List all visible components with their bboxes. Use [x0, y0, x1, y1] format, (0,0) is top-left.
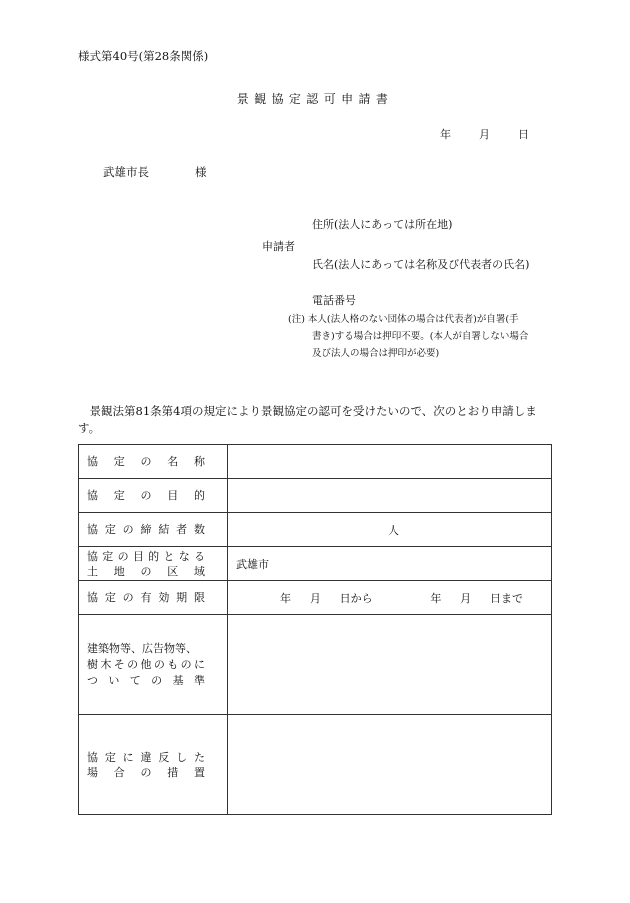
application-date [440, 126, 529, 142]
to-month: 月 [460, 591, 472, 605]
label-char: 協 [87, 549, 98, 563]
label-char: る [193, 549, 205, 563]
date-month: 月 [479, 128, 490, 141]
label-char: つ [87, 673, 98, 687]
label-char: 協 [87, 455, 98, 468]
label-char: い [108, 673, 120, 687]
seal-note-line-1: (注) 本人(法人格のない団体の場合は代表者)が自署(手 [288, 314, 519, 325]
applicant-label: 申請者 [262, 240, 295, 253]
table-row [79, 715, 552, 815]
validity-period-field[interactable] [228, 581, 552, 615]
justified-label [87, 657, 205, 673]
table-row [79, 513, 552, 547]
standards-label-line-1: 建築物等、広告物等、 [87, 641, 197, 655]
standards-label [79, 615, 228, 715]
justified-label [87, 522, 205, 537]
target-land-area-field[interactable]: 武雄市 [228, 547, 552, 581]
to-day: 日まで [489, 591, 523, 605]
label-char: 合 [113, 765, 125, 779]
standards-field[interactable] [228, 615, 552, 715]
label-char: の [122, 523, 134, 536]
addressee-honorific: 様 [195, 165, 207, 179]
justified-label [87, 454, 205, 469]
agreement-name-label [79, 445, 228, 479]
table-row [79, 547, 552, 581]
target-land-area-label [79, 547, 228, 581]
application-form-table [78, 444, 552, 815]
label-char: そ [113, 657, 125, 671]
application-statement: 景観法第81条第4項の規定により景観協定の認可を受けたいので、次のとおり申請します。 [78, 404, 537, 435]
table-row [79, 581, 552, 615]
label-char: 定 [104, 591, 116, 604]
label-char: 違 [140, 750, 152, 764]
label-char: の [122, 591, 134, 604]
label-char: の [117, 549, 129, 563]
document-title: 景観協定認可申請書 [236, 92, 394, 106]
label-char: 定 [113, 455, 125, 468]
validity-period-label [79, 581, 228, 615]
addressee [103, 164, 207, 180]
applicant-address-label: 住所(法人にあっては所在地) [312, 218, 453, 231]
label-char: 数 [193, 523, 205, 536]
label-char: 目 [132, 549, 144, 563]
justified-label [87, 765, 205, 780]
justified-label [87, 673, 205, 689]
justified-label [87, 488, 205, 503]
label-char: 的 [148, 549, 160, 563]
label-char: 協 [87, 523, 98, 536]
label-char: 効 [158, 591, 170, 604]
label-char: 反 [158, 750, 170, 764]
label-char: の [140, 489, 152, 502]
label-char: 定 [104, 523, 116, 536]
label-char: 結 [158, 523, 170, 536]
label-char: 目 [167, 489, 179, 502]
agreement-purpose-field[interactable] [228, 479, 552, 513]
label-char: の [127, 657, 139, 671]
label-char: 称 [194, 455, 205, 468]
label-char: 区 [167, 564, 179, 578]
label-char: 土 [87, 564, 98, 578]
label-char: 定 [102, 549, 114, 563]
justified-label [87, 549, 205, 564]
justified-label [87, 564, 205, 579]
label-char: の [140, 564, 152, 578]
label-char: 限 [193, 591, 205, 604]
label-char: 締 [140, 523, 152, 536]
to-year: 年 [430, 591, 442, 605]
justified-label [87, 750, 205, 765]
label-char: の [151, 673, 163, 687]
table-row [79, 615, 552, 715]
label-char: 定 [113, 489, 125, 502]
form-number: 様式第40号(第28条関係) [78, 49, 209, 63]
label-char: 定 [104, 750, 116, 764]
agreement-name-field[interactable] [228, 445, 552, 479]
label-char: 他 [140, 657, 152, 671]
from-month: 月 [309, 591, 321, 605]
label-char: な [178, 549, 190, 563]
label-char: 樹 [87, 657, 98, 671]
label-char: 域 [194, 564, 205, 578]
signatory-count-field[interactable]: 人 [228, 513, 552, 547]
label-char: 期 [176, 591, 188, 604]
date-year: 年 [440, 128, 451, 141]
date-day: 日 [518, 128, 529, 141]
label-char: も [167, 657, 179, 671]
label-char: た [193, 750, 205, 764]
from-year: 年 [280, 591, 291, 605]
label-char: 置 [194, 765, 205, 779]
from-day: 日から [339, 591, 373, 605]
label-char: 的 [194, 489, 205, 502]
violation-measures-label [79, 715, 228, 815]
seal-note-line-3: 及び法人の場合は押印が必要) [312, 348, 440, 359]
table-row [79, 479, 552, 513]
label-char: の [153, 657, 165, 671]
label-char: 準 [193, 673, 205, 687]
label-char: 協 [87, 591, 98, 604]
label-char: 基 [172, 673, 184, 687]
table-row [79, 445, 552, 479]
label-char: 場 [87, 765, 98, 779]
label-char: 協 [87, 489, 98, 502]
seal-note [288, 311, 560, 362]
label-char: に [194, 657, 205, 671]
label-char: と [163, 549, 175, 563]
validity-date-range [228, 590, 551, 606]
seal-note-line-2: 書き)する場合は押印不要。(本人が自署しない場合 [312, 331, 529, 342]
label-char: 者 [176, 523, 188, 536]
label-char: て [129, 673, 141, 687]
justified-label [87, 590, 205, 605]
violation-measures-field[interactable] [228, 715, 552, 815]
label-char: に [122, 750, 134, 764]
label-char: の [140, 765, 152, 779]
label-char: 地 [113, 564, 125, 578]
applicant-name-label: 氏名(法人にあっては名称及び代表者の氏名) [312, 258, 530, 271]
label-char: の [180, 657, 192, 671]
label-char: の [140, 455, 152, 468]
label-char: 木 [100, 657, 112, 671]
label-char: 有 [140, 591, 152, 604]
label-char: 協 [87, 750, 98, 764]
label-char: 措 [167, 765, 179, 779]
signatory-count-label [79, 513, 228, 547]
label-char: し [176, 750, 188, 764]
applicant-phone-label: 電話番号 [312, 294, 356, 307]
label-char: 名 [167, 455, 179, 468]
addressee-name: 武雄市長 [103, 165, 149, 179]
agreement-purpose-label [79, 479, 228, 513]
